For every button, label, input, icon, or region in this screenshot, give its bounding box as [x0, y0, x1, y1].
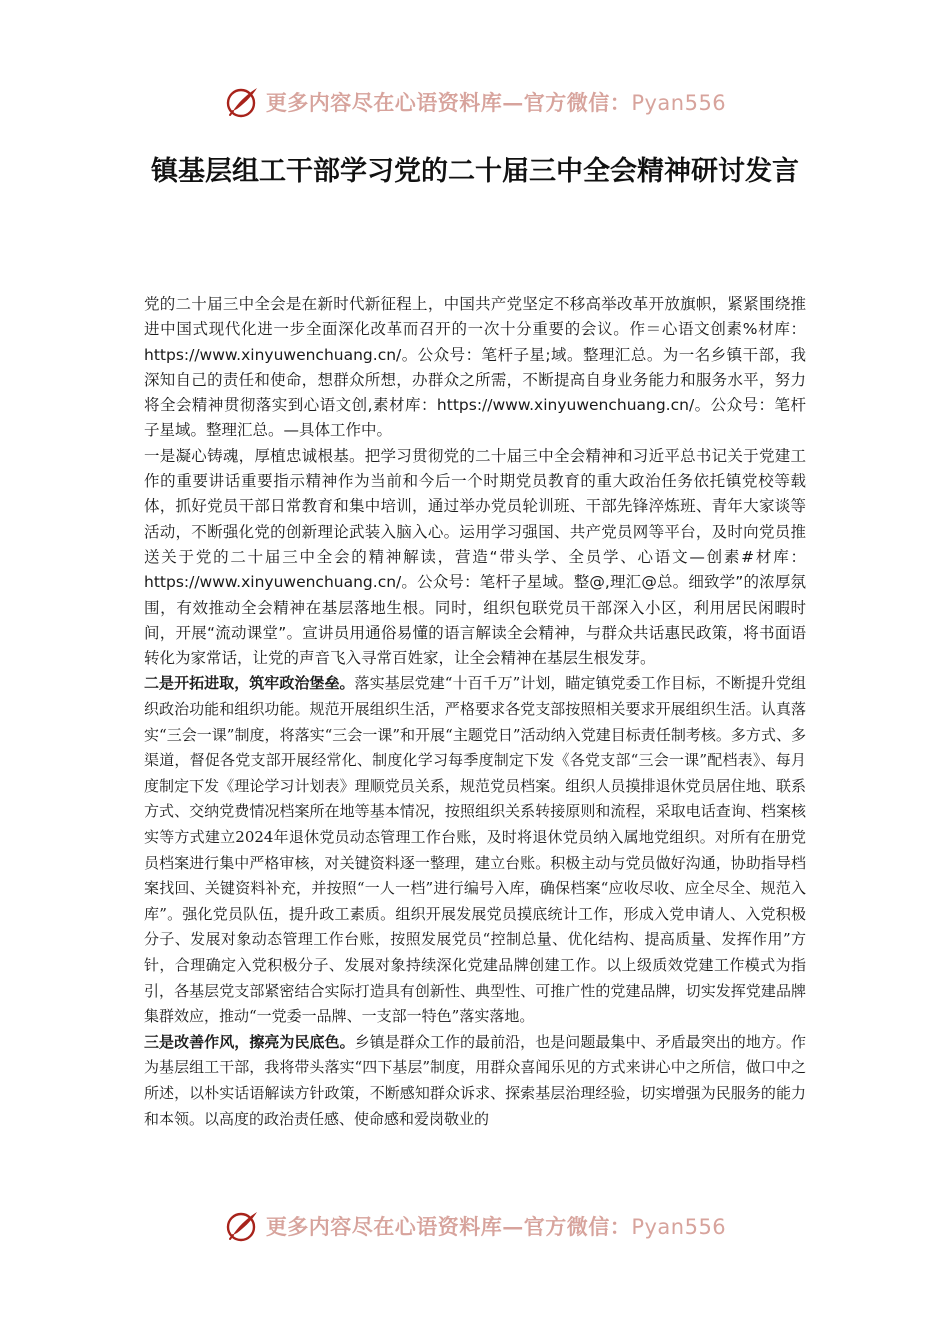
paragraph-3	[144, 671, 806, 1029]
quill-pen-logo-icon	[224, 84, 260, 120]
paragraph-2	[144, 444, 806, 672]
watermark-text: 更多内容尽在心语资料库—官方微信：Pyan556	[265, 90, 727, 115]
paragraph-3-lead: 二是开拓进取，筑牢政治堡垒。	[144, 674, 355, 693]
paragraph-3-text: 落实基层党建“十百千万”计划，瞄定镇党委工作目标，不断提升党组织政治功能和组织功能。规范开展组织生活，严格要求各党支部按照相关要求开展组织生活。认真落实“三会一课”制度，将落实“三会一课”和开展“主题党日”活动纳入党建目标责任制考核。多方式、多渠道，督促各党支部开展经常化、制度化学习每季度制定下发《各党支部“三会一课”配档表》、每月度制定下发《理论学习计划表》理顺党员关系，规范党员档案。组织人员摸排退休党员居住地、联系方式、交纳党费情况档案所在地等基本情况，按照组织关系转接原则和流程，采取电话查询、档案核实等方式建立2024年退休党员动态管理工作台账，及时将退休党员纳入属地党组织。对所有在册党员档案进行集中严格审核，对关键资料逐一整理，建立台账。积极主动与党员做好沟通，协助指导档案找回、关键资料补充，并按照“一人一档”进行编号入库，确保档案“应收尽收、应全尽全、规范入库”。强化党员队伍，提升政工素质。组织开展发展党员摸底统计工作，形成入党申请人、入党积极分子、发展对象动态管理工作台账，按照发展党员“控制总量、优化结构、提高质量、发挥作用”方针，合理确定入党积极分子、发展对象持续深化党建品牌创建工作。以上级质效党建工作模式为指引，各基层党支部紧密结合实际打造具有创新性、典型性、可推广性的党建品牌，切实发挥党建品牌集群效应，推动“一党委一品牌、一支部一特色”落实落地。	[144, 674, 806, 1026]
paragraph-4-lead: 三是改善作风，擦亮为民底色。	[144, 1032, 355, 1051]
watermark-text: 更多内容尽在心语资料库—官方微信：Pyan556	[265, 1214, 727, 1239]
document-body	[144, 292, 806, 1132]
paragraph-4	[144, 1030, 806, 1132]
quill-pen-logo-icon	[224, 1208, 260, 1244]
watermark-banner-top	[0, 82, 950, 122]
watermark-banner-bottom	[0, 1206, 950, 1246]
document-title: 镇基层组工干部学习党的二十届三中全会精神研讨发言	[151, 156, 799, 187]
paragraph-4-text: 乡镇是群众工作的最前沿，也是问题最集中、矛盾最突出的地方。作为基层组工干部，我将带头落实“四下基层”制度，用群众喜闻乐见的方式来讲心中之所信，做口中之所述，以朴实话语解读方针政策，不断感知群众诉求、探索基层治理经验，切实增强为民服务的能力和本领。以高度的政治责任感、使命感和爱岗敬业的	[144, 1032, 806, 1128]
paragraph-1	[144, 292, 806, 444]
paragraph-2-text: 一是凝心铸魂，厚植忠诚根基。把学习贯彻党的二十届三中全会精神和习近平总书记关于党建工作的重要讲话重要指示精神作为当前和今后一个时期党员教育的重大政治任务依托镇党校等载体，抓好党员干部日常教育和集中培训，通过举办党员轮训班、干部先锋淬炼班、青年大家谈等活动，不断强化党的创新理论武装入脑入心。运用学习强国、共产党员网等平台，及时向党员推送关于党的二十届三中全会的精神解读，营造“带头学、全员学、心语文—创素#材库：https://www.xinyuwenchuang.cn/。公众号：笔杆子星域。整@,理汇@总。细致学”的浓厚氛围，有效推动全会精神在基层落地生根。同时，组织包联党员干部深入小区，利用居民闲暇时间，开展“流动课堂”。宣讲员用通俗易懂的语言解读全会精神，与群众共话惠民政策，将书面语转化为家常话，让党的声音飞入寻常百姓家，让全会精神在基层生根发芽。	[144, 446, 806, 668]
paragraph-1-text: 党的二十届三中全会是在新时代新征程上，中国共产党坚定不移高举改革开放旗帜，紧紧围绕推进中国式现代化进一步全面深化改革而召开的一次十分重要的会议。作＝心语文创素%材库：https://www.xinyuwenchuang.cn/。公众号：笔杆子星;域。整理汇总。为一名乡镇干部，我深知自己的责任和使命，想群众所想，办群众之所需，不断提高自身业务能力和服务水平，努力将全会精神贯彻落实到心语文创,素材库：https://www.xinyuwenchuang.cn/。公众号：笔杆子星域。整理汇总。—具体工作中。	[144, 295, 806, 440]
